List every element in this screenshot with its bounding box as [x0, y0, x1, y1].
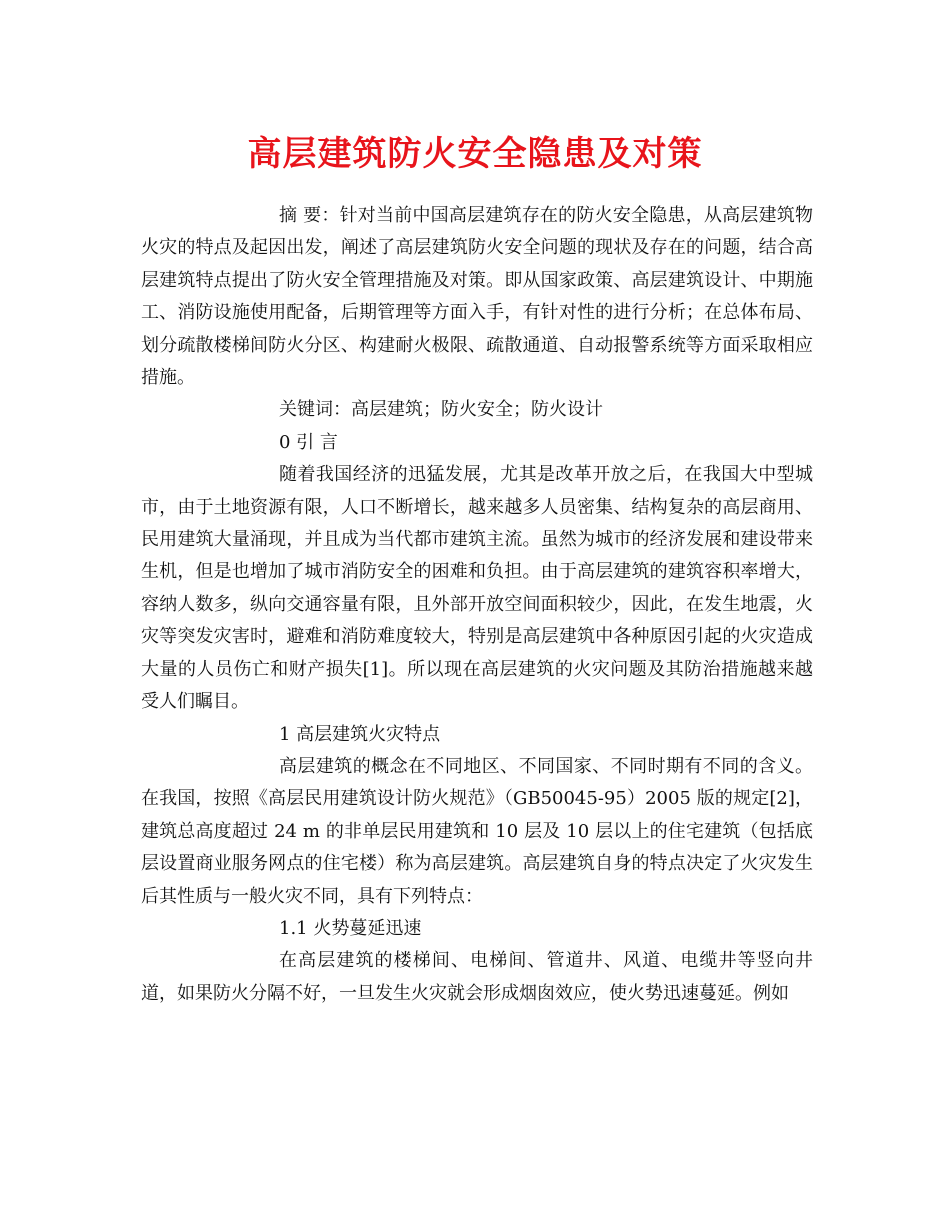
section-0-heading: 0 引 言: [279, 431, 338, 453]
section-1-paragraph: 高层建筑的概念在不同地区、不同国家、不同时期有不同的含义。在我国，按照《高层民用建筑设计防火规范》（GB50045-95）2005 版的规定[2]，建筑总高度超过 24 m 的非单层民用建筑和 10 层及 10 层以上的住宅建筑（包括底层设置商业服务网点的住宅楼）称为高层建筑。高层建筑自身的特点决定了火灾发生后其性质与一般火灾不同，具有下列特点：: [141, 755, 813, 907]
section-0-paragraph: 随着我国经济的迅猛发展，尤其是改革开放之后，在我国大中型城市，由于土地资源有限，人口不断增长，越来越多人员密集、结构复杂的高层商用、民用建筑大量涌现，并且成为当代都市建筑主流。虽然为城市的经济发展和建设带来生机，但是也增加了城市消防安全的困难和负担。由于高层建筑的建筑容积率增大，容纳人数多，纵向交通容量有限，且外部开放空间面积较少，因此，在发生地震，火灾等突发灾害时，避难和消防难度较大，特别是高层建筑中各种原因引起的火灾造成大量的人员伤亡和财产损失[1]。所以现在高层建筑的火灾问题及其防治措施越来越受人们瞩目。: [141, 464, 813, 713]
document-title: 高层建筑防火安全隐患及对策: [247, 134, 703, 174]
document-body: [141, 200, 813, 1010]
section-1-heading: 1 高层建筑火灾特点: [279, 723, 441, 745]
keywords-line: 关键词：高层建筑；防火安全；防火设计: [279, 399, 603, 421]
abstract-paragraph: 摘 要：针对当前中国高层建筑存在的防火安全隐患，从高层建筑物火灾的特点及起因出发，阐述了高层建筑防火安全问题的现状及存在的问题，结合高层建筑特点提出了防火安全管理措施及对策。即从国家政策、高层建筑设计、中期施工、消防设施使用配备，后期管理等方面入手，有针对性的进行分析；在总体布局、划分疏散楼梯间防火分区、构建耐火极限、疏散通道、自动报警系统等方面采取相应措施。: [141, 205, 813, 389]
section-1-1-paragraph: 在高层建筑的楼梯间、电梯间、管道井、风道、电缆井等竖向井道，如果防火分隔不好，一旦发生火灾就会形成烟囱效应，使火势迅速蔓延。例如: [141, 950, 813, 1004]
section-1-1-heading: 1.1 火势蔓延迅速: [279, 917, 422, 939]
